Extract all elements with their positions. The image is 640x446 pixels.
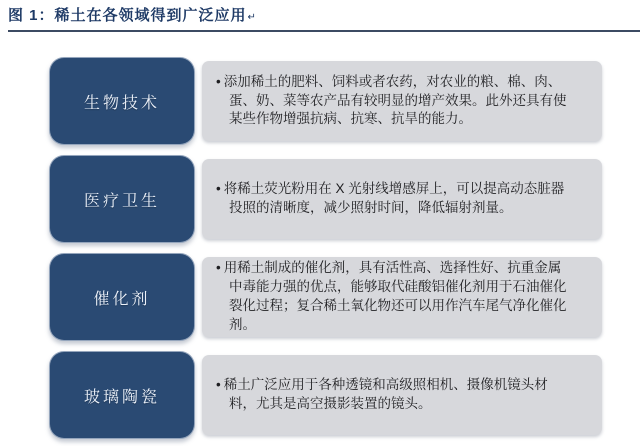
category-label: 催化剂 — [93, 290, 151, 308]
description-body: 添加稀土的肥料、饲料或者农药，对农业的粮、棉、肉、蛋、奶、菜等农产品有较明显的增产效果。此外还具有使某些作物增强抗病、抗寒、抗旱的能力。 — [223, 73, 567, 127]
description-box — [202, 355, 602, 435]
description-body: 稀土广泛应用于各种透镜和高级照相机、摄像机镜头材料，尤其是高空摄影装置的镜头。 — [223, 377, 548, 411]
category-label-box — [49, 155, 195, 243]
description-text — [216, 259, 574, 335]
description-box — [202, 257, 602, 337]
category-label: 玻璃陶瓷 — [83, 388, 160, 406]
category-label-box — [49, 253, 195, 341]
category-label-box — [49, 57, 195, 145]
paragraph-return-mark: ↵ — [247, 12, 257, 23]
diagram-row-medical — [49, 155, 602, 243]
applications-diagram — [0, 32, 640, 439]
description-body: 将稀土荧光粉用在 X 光射线增感屏上，可以提高动态脏器投照的清晰度，减少照射时间，降低辐射剂量。 — [223, 181, 565, 215]
diagram-row-glass-ceramics — [49, 351, 602, 439]
description-box — [202, 159, 602, 239]
figure-header — [0, 0, 640, 32]
category-label-box — [49, 351, 195, 439]
bullet-icon: • — [216, 260, 221, 276]
category-label: 医疗卫生 — [83, 192, 160, 210]
category-label: 生物技术 — [83, 94, 160, 112]
bullet-icon: • — [216, 73, 221, 89]
diagram-row-biotech — [49, 57, 602, 145]
diagram-row-catalyst — [49, 253, 602, 341]
description-body: 用稀土制成的催化剂，具有活性高、选择性好、抗重金属中毒能力强的优点，能够取代硅酸铝催化剂用于石油催化裂化过程；复合稀土氧化物还可以用作汽车尾气净化催化剂。 — [223, 260, 567, 332]
description-box — [202, 61, 602, 141]
description-text — [216, 376, 574, 414]
figure-title-text: 图 1：稀土在各领域得到广泛应用 — [8, 7, 247, 24]
bullet-icon: • — [216, 181, 221, 197]
bullet-icon: • — [216, 377, 221, 393]
description-text — [216, 73, 574, 130]
description-text — [216, 180, 574, 218]
figure-title — [8, 7, 640, 27]
